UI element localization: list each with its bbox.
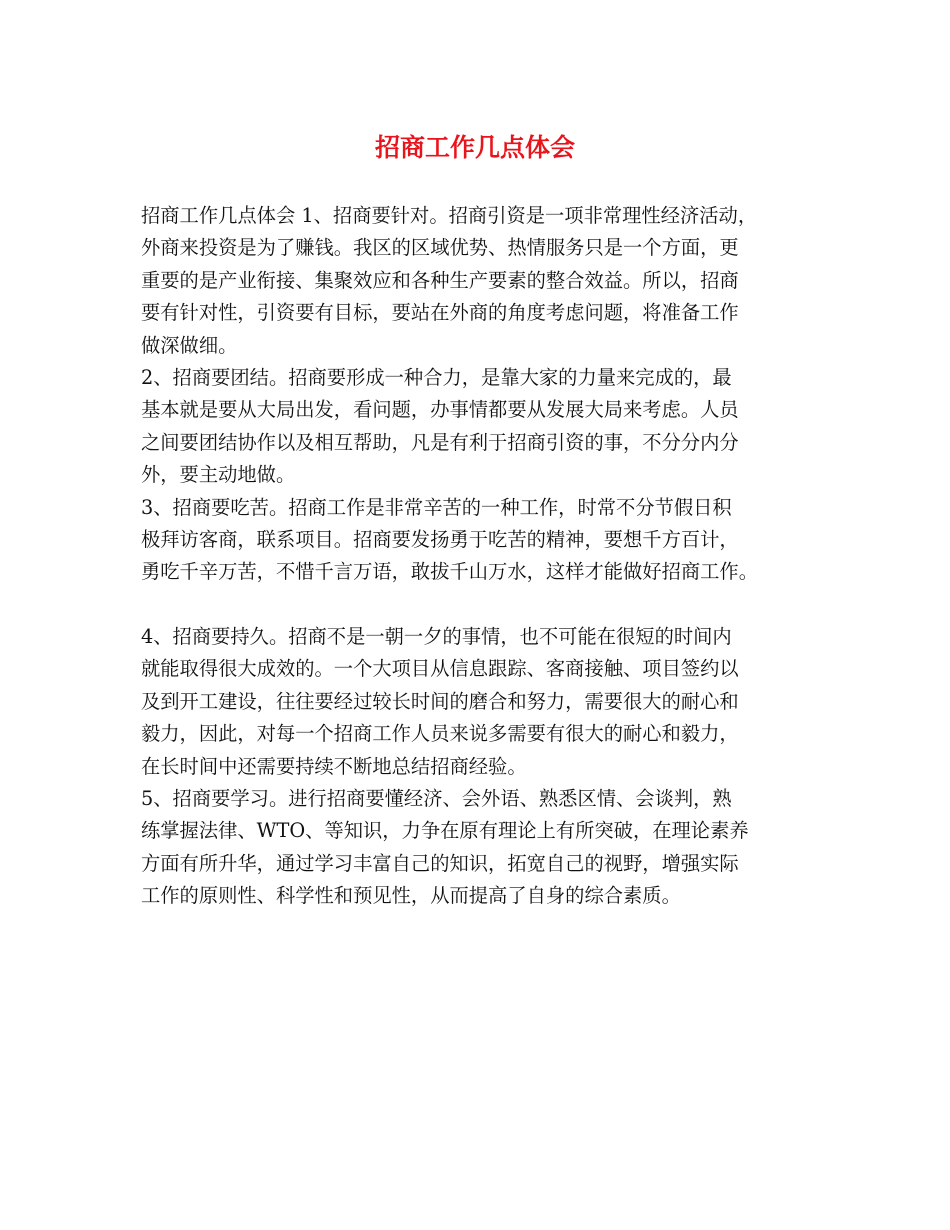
text-line: 做深做细。 bbox=[141, 333, 238, 357]
text-line: 基本就是要从大局出发，看问题，办事情都要从发展大局来考虑。人员 bbox=[141, 398, 739, 422]
text-line: 极拜访客商，联系项目。招商要发扬勇于吃苦的精神，要想千方百计， bbox=[141, 527, 739, 551]
text-line: 就能取得很大成效的。一个大项目从信息跟踪、客商接触、项目签约以 bbox=[141, 657, 739, 681]
text-line: 在长时间中还需要持续不断地总结招商经验。 bbox=[141, 754, 527, 778]
text-line: 勇吃千辛万苦，不惜千言万语，敢拔千山万水，这样才能做好招商工作。 bbox=[141, 560, 758, 584]
text-line: 方面有所升华，通过学习丰富自己的知识，拓宽自己的视野，增强实际 bbox=[141, 851, 739, 875]
text-line: 5、招商要学习。进行招商要懂经济、会外语、熟悉区情、会谈判，熟 bbox=[141, 787, 732, 811]
text-line: 2、招商要团结。招商要形成一种合力，是靠大家的力量来完成的，最 bbox=[141, 365, 732, 389]
text-line: 4、招商要持久。招商不是一朝一夕的事情，也不可能在很短的时间内 bbox=[141, 625, 732, 649]
text-line: 练掌握法律、WTO、等知识，力争在原有理论上有所突破，在理论素养 bbox=[141, 819, 749, 843]
text-line: 招商工作几点体会 1、招商要针对。招商引资是一项非常理性经济活动， bbox=[141, 204, 758, 227]
document-title: 招商工作几点体会 bbox=[374, 133, 575, 162]
text-line: 重要的是产业衔接、集聚效应和各种生产要素的整合效益。所以，招商 bbox=[141, 268, 739, 292]
text-line: 外，要主动地做。 bbox=[141, 463, 296, 487]
text-line: 外商来投资是为了赚钱。我区的区域优势、热情服务只是一个方面，更 bbox=[141, 236, 739, 260]
text-line: 3、招商要吃苦。招商工作是非常辛苦的一种工作，时常不分节假日积 bbox=[141, 495, 732, 519]
text-line: 毅力，因此，对每一个招商工作人员来说多需要有很大的耐心和毅力， bbox=[141, 722, 739, 746]
text-line: 之间要团结协作以及相互帮助，凡是有利于招商引资的事，不分分内分 bbox=[141, 430, 739, 454]
document-body bbox=[141, 200, 821, 913]
text-line: 及到开工建设，往往要经过较长时间的磨合和努力，需要很大的耐心和 bbox=[141, 689, 739, 713]
text-line: 工作的原则性、科学性和预见性，从而提高了自身的综合素质。 bbox=[141, 884, 681, 908]
text-line: 要有针对性，引资要有目标，要站在外商的角度考虑问题，将准备工作 bbox=[141, 301, 739, 325]
blank-line bbox=[141, 589, 821, 621]
